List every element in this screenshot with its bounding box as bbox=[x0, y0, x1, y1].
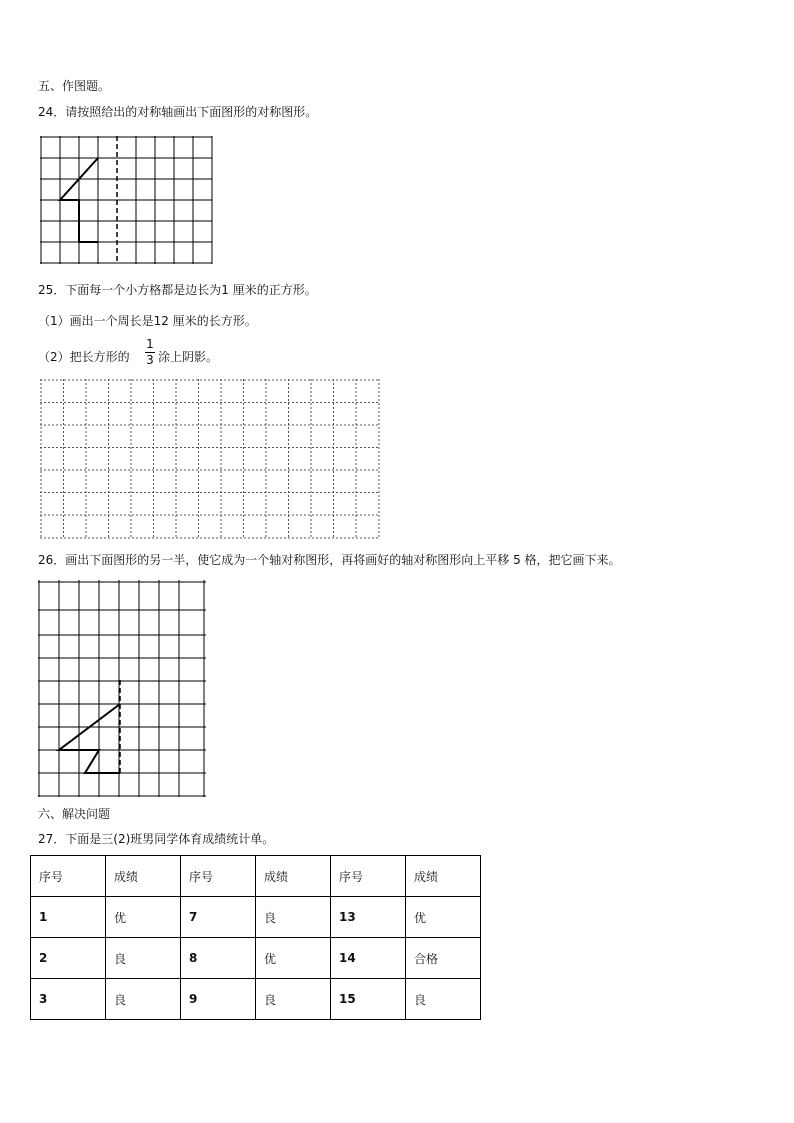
table-cell: 优 bbox=[406, 897, 481, 938]
table-cell: 合格 bbox=[406, 938, 481, 979]
table-cell: 优 bbox=[106, 897, 181, 938]
question-25-part2-suffix: 涂上阴影。 bbox=[158, 350, 219, 364]
table-header-row bbox=[31, 856, 481, 897]
table-cell: 2 bbox=[31, 938, 106, 979]
table-cell: 良 bbox=[406, 979, 481, 1020]
q26-grid bbox=[38, 580, 208, 800]
table-cell: 优 bbox=[256, 938, 331, 979]
header-cell: 序号 bbox=[181, 856, 256, 897]
fraction-numerator: 1 bbox=[146, 337, 154, 351]
header-cell: 序号 bbox=[331, 856, 406, 897]
grades-table bbox=[30, 855, 481, 1020]
table-cell: 良 bbox=[256, 897, 331, 938]
table-cell: 9 bbox=[181, 979, 256, 1020]
table-row bbox=[31, 979, 481, 1020]
table-cell: 良 bbox=[106, 938, 181, 979]
table-cell: 良 bbox=[106, 979, 181, 1020]
header-cell: 序号 bbox=[31, 856, 106, 897]
table-cell: 1 bbox=[31, 897, 106, 938]
question-25-text: 25．下面每一个小方格都是边长为1 厘米的正方形。 bbox=[38, 283, 317, 297]
table-row bbox=[31, 938, 481, 979]
question-26-text: 26．画出下面图形的另一半，使它成为一个轴对称图形，再将画好的轴对称图形向上平移 5 格，把它画下来。 bbox=[38, 553, 621, 567]
question-27-text: 27．下面是三(2)班男同学体育成绩统计单。 bbox=[38, 832, 275, 846]
question-25-part2-prefix: （2）把长方形的 bbox=[38, 350, 130, 364]
q24-grid bbox=[40, 136, 214, 266]
table-cell: 7 bbox=[181, 897, 256, 938]
table-cell: 13 bbox=[331, 897, 406, 938]
section-heading-5: 五、作图题。 bbox=[38, 79, 111, 93]
question-24-text: 24．请按照给出的对称轴画出下面图形的对称图形。 bbox=[38, 105, 318, 119]
question-25-part1: （1）画出一个周长是12 厘米的长方形。 bbox=[38, 314, 257, 328]
header-cell: 成绩 bbox=[406, 856, 481, 897]
table-cell: 14 bbox=[331, 938, 406, 979]
table-cell: 8 bbox=[181, 938, 256, 979]
header-cell: 成绩 bbox=[106, 856, 181, 897]
fraction-denominator: 3 bbox=[146, 353, 154, 367]
table-row bbox=[31, 897, 481, 938]
table-cell: 3 bbox=[31, 979, 106, 1020]
section-heading-6: 六、解决问题 bbox=[38, 807, 111, 821]
q25-dotted-grid bbox=[40, 379, 382, 541]
table-cell: 15 bbox=[331, 979, 406, 1020]
table-cell: 良 bbox=[256, 979, 331, 1020]
header-cell: 成绩 bbox=[256, 856, 331, 897]
half-figure bbox=[59, 704, 120, 773]
